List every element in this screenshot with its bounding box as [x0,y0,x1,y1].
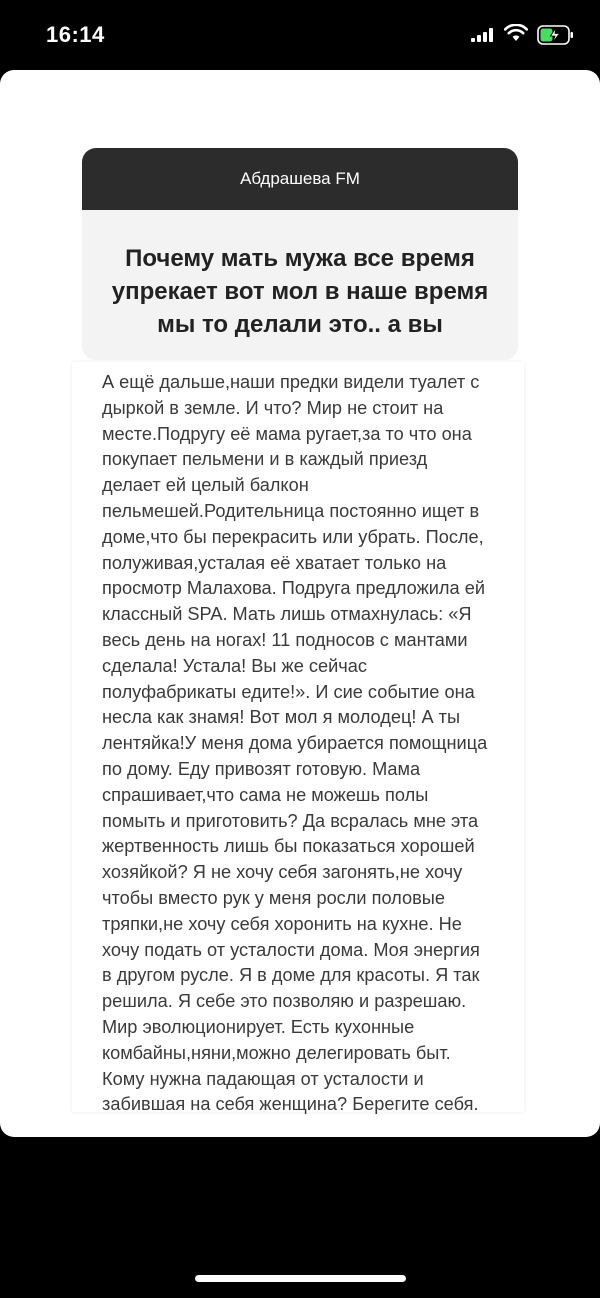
answer-block [72,362,524,1115]
status-bar [0,0,600,70]
question-text: Почему мать мужа все время упрекает вот мол в наше время мы то делали это.. а вы [111,245,489,338]
story-sheet [0,70,600,1137]
question-card [82,148,518,360]
answer-text: А ещё дальше,наши предки видели туалет с дыркой в земле. И что? Мир не стоит на месте.Подругу её мама ругает,за то что она покупает пельмени и в каждый приезд делает ей целый балкон пельмешей.Родительница постоянно ищет в доме,что бы перекрасить или убрать. После, полуживая,усталая её хватает только на просмотр Малахова. Подруга предложила ей классный SPA. Мать лишь отмахнулась: «Я весь день на ногах! 11 подносов с мантами сделала! Устала! Вы же сейчас полуфабрикаты едите!». И сие событие она несла как знамя! Вот мол я молодец! А ты лентяйка!У меня дома убирается помощница по дому. Еду привозят готовую. Мама спрашивает,что сама не можешь полы помыть и приготовить? Да всралась мне эта жертвенность лишь бы показаться хорошей хозяйкой? Я не хочу себя загонять,не хочу чтобы вместо рук у меня росли половые тряпки,не хочу себя хоронить на кухне. Не хочу подать от усталости дома. Моя энергия в другом русле. Я в доме для красоты. Я так решила. Я себе это позволяю и разрешаю. Мир эволюционирует. Есть кухонные комбайны,няни,можно делегировать быт. Кому нужна падающая от усталости и забившая на себя женщина? Берегите себя. [102,372,488,1115]
wifi-icon [504,24,528,42]
signal-icon [471,28,495,42]
card-header [82,148,518,210]
battery-charging-icon [537,25,575,45]
status-time: 16:14 [46,22,105,47]
home-indicator[interactable] [195,1275,406,1282]
question-author: Абдрашева FM [240,169,360,188]
